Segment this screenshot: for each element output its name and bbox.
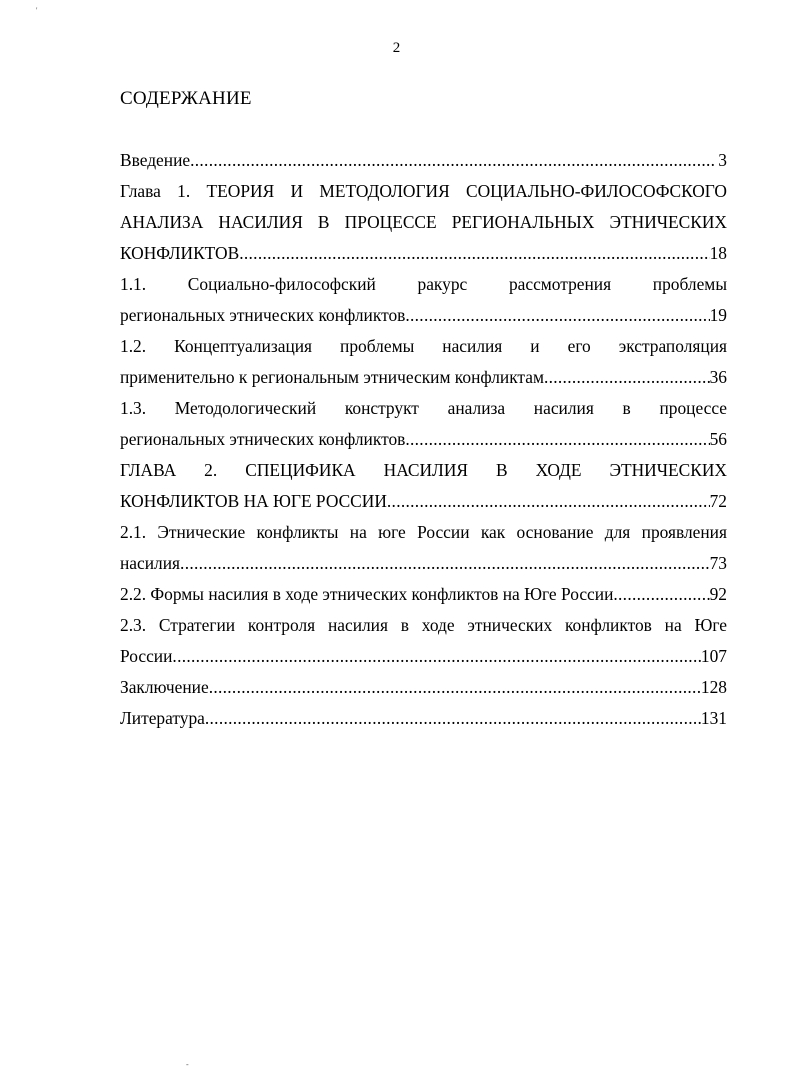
toc-entry-intro[interactable]	[120, 145, 727, 176]
toc-entry-page: 128	[700, 677, 727, 697]
toc-entry-text: 2.2. Формы насилия в ходе этнических конфликтов на Юге России	[120, 584, 614, 604]
page-number: 2	[392, 40, 401, 56]
dot-leader	[405, 424, 709, 455]
toc-entry-page: 56	[709, 429, 727, 449]
scan-speck: -	[186, 1060, 189, 1069]
toc-entry-chapter1-line2[interactable]: АНАЛИЗА НАСИЛИЯ В ПРОЦЕССЕ РЕГИОНАЛЬНЫХ ЭТНИЧЕСКИХ	[120, 212, 727, 232]
toc-entry-section-1-3-line2[interactable]	[120, 424, 727, 455]
dot-leader	[209, 672, 701, 703]
toc-title: СОДЕРЖАНИЕ	[120, 88, 252, 109]
toc-entry-section-2-1-line1[interactable]: 2.1. Этнические конфликты на юге России как основание для проявления	[120, 522, 727, 542]
toc-entry-text: применительно к региональным этническим конфликтам	[120, 367, 544, 387]
toc-entry-literature[interactable]	[120, 703, 727, 734]
toc-entry-text: региональных этнических конфликтов	[120, 429, 406, 449]
toc-entry-page: 18	[709, 243, 727, 263]
toc-entry-text: КОНФЛИКТОВ	[120, 243, 240, 263]
toc-entry-page: 92	[709, 584, 727, 604]
dot-leader	[190, 145, 715, 176]
dot-leader	[180, 548, 710, 579]
dot-leader	[544, 362, 710, 393]
toc-entry-section-2-2[interactable]	[120, 579, 727, 610]
toc-entry-text: Литература	[120, 708, 205, 728]
toc-entry-section-2-3-line1[interactable]: 2.3. Стратегии контроля насилия в ходе этнических конфликтов на Юге	[120, 615, 727, 635]
toc-entry-section-1-1-line1[interactable]: 1.1. Социально-философский ракурс рассмотрения проблемы	[120, 274, 727, 294]
toc-entry-chapter1-line3[interactable]	[120, 238, 727, 269]
toc-entry-section-1-1-line2[interactable]	[120, 300, 727, 331]
toc-entry-page: 107	[700, 646, 727, 666]
toc-entry-text: России	[120, 646, 173, 666]
toc-entry-page: 131	[700, 708, 727, 728]
toc-entry-text: Заключение	[120, 677, 209, 697]
toc-entry-page: 36	[709, 367, 727, 387]
toc-entry-text: насилия	[120, 553, 181, 573]
toc-entry-section-1-2-line2[interactable]	[120, 362, 727, 393]
toc-entry-page: 3	[718, 150, 727, 170]
toc-entry-page: 73	[709, 553, 727, 573]
toc-entry-chapter2-line2[interactable]	[120, 486, 727, 517]
toc-entry-conclusion[interactable]	[120, 672, 727, 703]
toc-entry-text: региональных этнических конфликтов	[120, 305, 406, 325]
toc-entry-page: 19	[709, 305, 727, 325]
toc-entry-chapter1-line1[interactable]: Глава 1. ТЕОРИЯ И МЕТОДОЛОГИЯ СОЦИАЛЬНО-ФИЛОСОФСКОГО	[120, 181, 727, 201]
toc-entry-section-1-2-line1[interactable]: 1.2. Концептуализация проблемы насилия и его экстраполяция	[120, 336, 727, 356]
toc-entry-section-2-1-line2[interactable]	[120, 548, 727, 579]
toc-entry-section-2-3-line2[interactable]	[120, 641, 727, 672]
dot-leader	[387, 486, 710, 517]
dot-leader	[405, 300, 709, 331]
toc-entry-text: КОНФЛИКТОВ НА ЮГЕ РОССИИ	[120, 491, 387, 511]
dot-leader	[239, 238, 709, 269]
scan-speck: '	[36, 6, 38, 15]
toc-entry-chapter2-line1[interactable]: ГЛАВА 2. СПЕЦИФИКА НАСИЛИЯ В ХОДЕ ЭТНИЧЕСКИХ	[120, 460, 727, 480]
toc-entry-page: 72	[709, 491, 727, 511]
table-of-contents	[120, 145, 727, 734]
toc-entry-text: Введение	[120, 150, 191, 170]
dot-leader	[613, 579, 709, 610]
dot-leader	[205, 703, 701, 734]
toc-entry-section-1-3-line1[interactable]: 1.3. Методологический конструкт анализа насилия в процессе	[120, 398, 727, 418]
dot-leader	[172, 641, 700, 672]
